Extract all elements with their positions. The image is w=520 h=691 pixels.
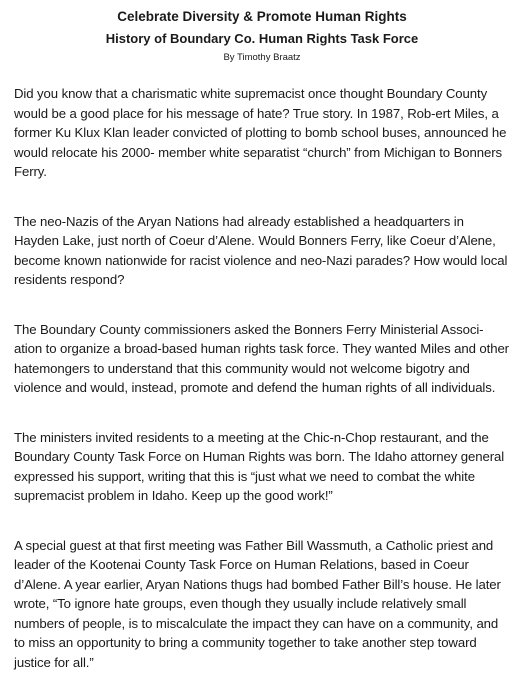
document-subtitle: History of Boundary Co. Human Rights Task Force <box>105 31 419 46</box>
paragraph-4: The ministers invited residents to a meeting at the Chic-n-Chop restaurant, and the Boundary County Task Force on Human Rights was born. The Idaho attorney general expressed his support, writing that this is “just what we need to combat the white supremacist problem in Idaho. Keep up the good work!” <box>14 429 505 503</box>
paragraph-2: The neo-Nazis of the Aryan Nations had already established a headquarters in Hayden Lake, just north of Coeur d’Alene. Would Bonners Ferry, like Coeur d’Alene, become known nationwide for racist violence and neo-Nazi parades? How would local residents respond? <box>14 213 508 287</box>
article-body <box>14 84 510 672</box>
paragraph-1: Did you know that a charismatic white supremacist once thought Boundary County would be a good place for his message of hate? True story. In 1987, Rob-ert Miles, a former Ku Klux Klan leader convicted of plotting to bomb school buses, announced he would relocate his 2000- member white separatist “church” from Michigan to Bonners Ferry. <box>14 86 507 179</box>
paragraph-5: A special guest at that first meeting was Father Bill Wassmuth, a Catholic priest and leader of the Kootenai County Task Force on Human Relations, based in Coeur d’Alene. A year earlier, Aryan Nations thugs had bombed Father Bill’s house. He later wrote, “To ignore hate groups, even though they usually include relatively small numbers of people, is to miscalculate the impact they can have on a community, and to miss an opportunity to bring a community together to take another step toward justice for all.” <box>14 537 501 670</box>
document-title: Celebrate Diversity & Promote Human Rights <box>117 9 407 24</box>
author-byline: By Timothy Braatz <box>223 52 301 63</box>
paragraph-3: The Boundary County commissioners asked the Bonners Ferry Ministerial Associ-ation to organize a broad-based human rights task force. They wanted Miles and other hatemongers to understand that this community would not welcome bigotry and violence and would, instead, promote and defend the human rights of all individuals. <box>14 321 509 395</box>
